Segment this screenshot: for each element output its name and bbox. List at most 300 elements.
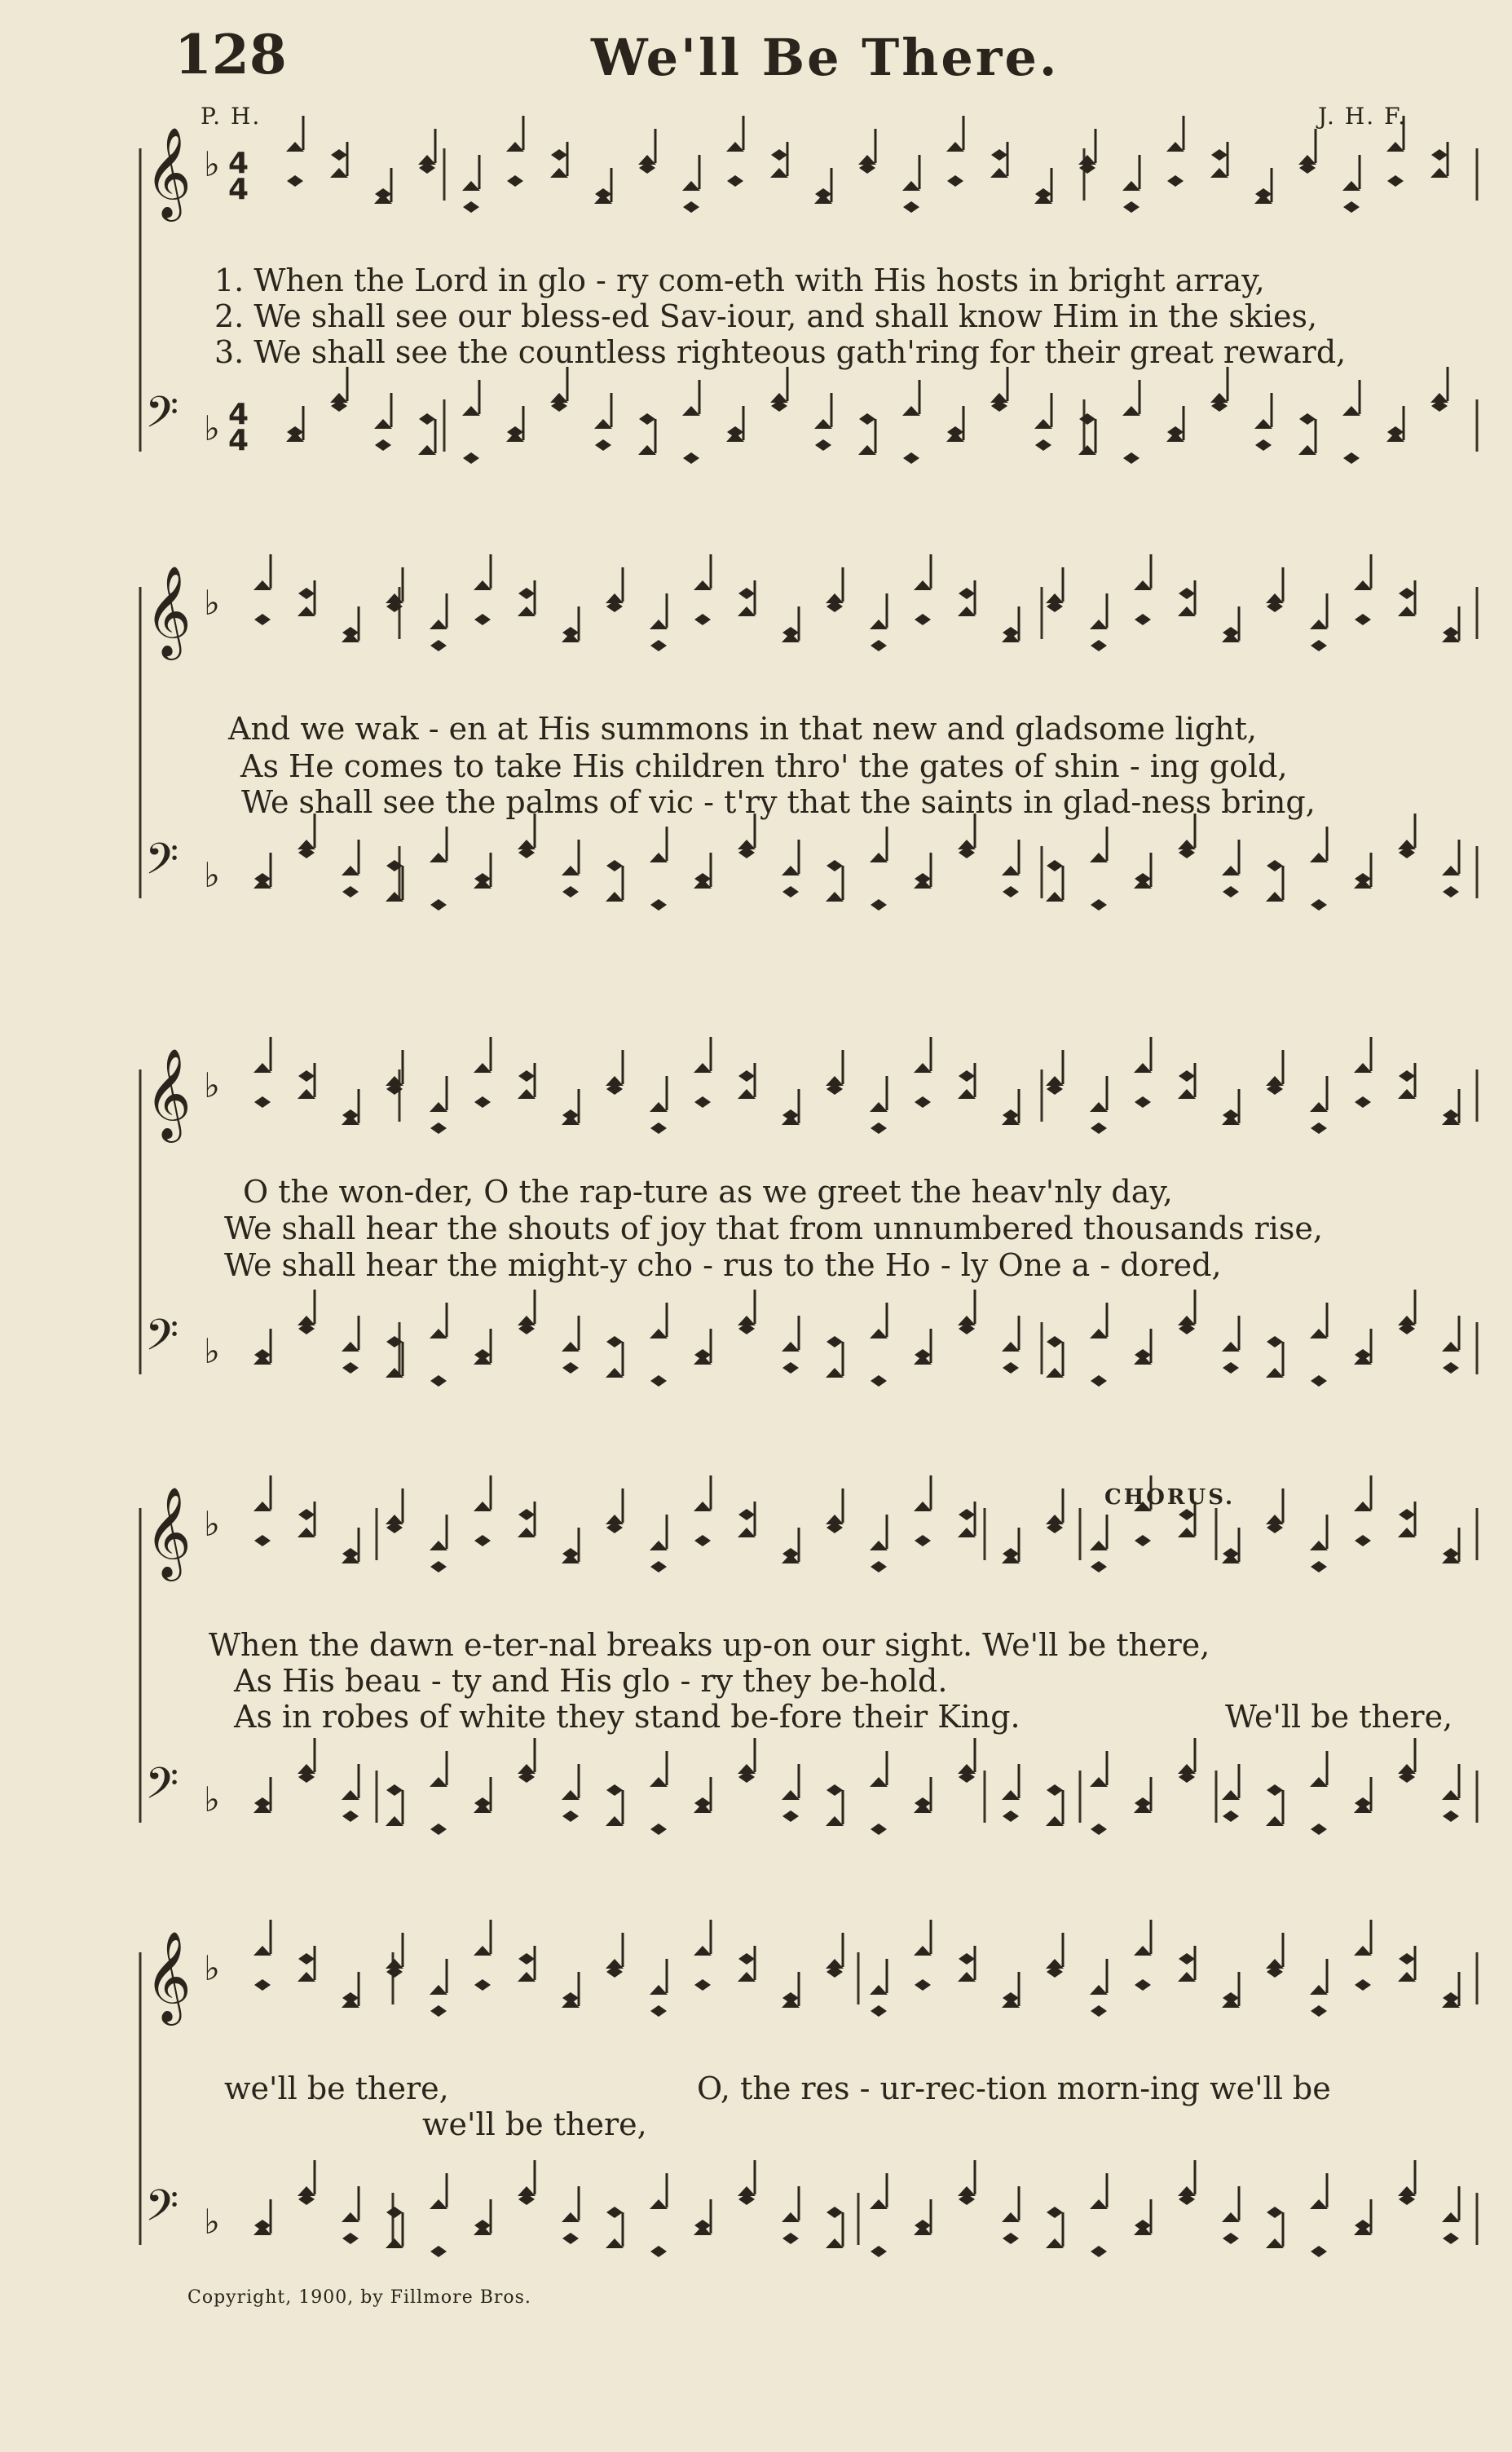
key-signature-flat: ♭ [204,1779,220,1819]
note-head [1134,580,1152,590]
note-head [606,860,623,871]
note-head [375,439,391,451]
note-head [1355,2220,1371,2231]
note-head [694,1096,711,1108]
note-head [1222,1342,1240,1352]
treble-clef: 𝄞 [145,1047,192,1139]
note-head [419,413,435,425]
note-head [1267,1336,1283,1347]
note-head [1310,2199,1328,2209]
note-head [1442,1342,1460,1352]
note-head [650,2199,668,2209]
note-head [726,142,744,152]
note-head [870,1329,888,1338]
note-head [915,1979,931,1991]
note-head [870,1985,888,1995]
note-head [1355,1349,1371,1361]
note-head [959,1953,975,1965]
note-head [562,886,579,897]
note-head [727,426,743,438]
note-head [1035,439,1051,451]
note-head [1354,1063,1372,1073]
note-head [374,419,392,429]
note-head [650,620,668,629]
note-head [386,1816,403,1826]
note-head [1135,1797,1151,1809]
note-head [1135,873,1151,884]
time-signature-bottom: 4 [228,424,249,457]
lyric-s5-b: O, the res - ur-rec-tion morn-ing we'll be [697,2071,1331,2106]
note-head [1090,1329,1108,1338]
note-head [1091,2005,1107,2017]
note-head [254,873,271,884]
bass-clef: 𝄢 [145,1311,179,1371]
note-head [914,1063,932,1073]
note-head [1266,1368,1284,1378]
note-head [1091,899,1107,911]
note-head [1311,1375,1327,1387]
note-head [1091,1375,1107,1387]
note-head [682,181,700,191]
note-head [375,188,391,200]
note-head [1003,886,1019,897]
note-head [342,866,359,875]
note-head [870,620,888,629]
note-head [430,1375,447,1387]
note-head [1091,1824,1107,1835]
note-head [1223,1992,1239,2004]
note-head [1223,627,1239,638]
note-head [298,1528,315,1537]
note-head [430,640,447,651]
note-head [507,175,523,187]
note-head [506,142,524,152]
note-head [1179,588,1195,599]
note-head [782,886,799,897]
note-head [947,426,963,438]
note-head [1090,1541,1108,1550]
music-credit: J. H. F. [1318,103,1408,130]
note-head [331,149,347,161]
note-head [298,1070,315,1082]
note-head [1254,419,1272,429]
note-head [958,1972,976,1982]
treble-clef: 𝄞 [145,565,192,656]
note-head [683,201,699,213]
note-head [902,181,920,191]
time-signature-top: 4 [228,147,249,180]
note-head [650,1122,667,1134]
note-head [562,1362,579,1374]
note-head [815,439,831,451]
note-head [682,406,700,416]
note-head [650,2246,667,2257]
note-head [727,175,743,187]
note-head [1442,866,1460,875]
note-head [1135,614,1151,625]
note-head [562,866,580,875]
note-head [1267,2207,1283,2218]
note-head [430,1824,447,1835]
note-head [959,588,975,599]
note-head [1179,1953,1195,1965]
lyric-s4-v3: As in robes of white they stand be-fore their King. [234,1699,1020,1735]
note-head [827,1336,843,1347]
note-head [1354,580,1372,590]
note-head [462,406,480,416]
note-head [650,1561,667,1572]
note-head [254,1096,271,1108]
note-head [1046,1816,1064,1826]
note-head [1122,181,1140,191]
note-head [1123,452,1140,464]
note-head [1223,2233,1239,2244]
time-signature-top: 4 [228,398,249,431]
note-head [1399,1070,1415,1082]
note-head [474,1535,491,1546]
key-signature-flat: ♭ [204,408,220,448]
note-head [1079,413,1095,425]
note-head [958,606,976,616]
note-head [738,1509,755,1520]
note-head [462,181,480,191]
note-head [958,1089,976,1099]
note-head [1443,1548,1459,1559]
note-head [1134,1063,1152,1073]
key-signature-flat: ♭ [204,1065,220,1105]
note-head [1046,1368,1064,1378]
lyric-s2-v2: As He comes to take His children thro' the gates of shin - ing gold, [240,748,1288,784]
note-head [827,1784,843,1796]
lyric-s3-v1: O the won-der, O the rap-ture as we greet the heav'nly day, [243,1174,1173,1210]
note-head [694,1979,711,1991]
treble-clef: 𝄞 [145,1930,192,2022]
note-head [1222,866,1240,875]
note-head [518,1509,535,1520]
note-head [990,168,1008,178]
note-head [430,1777,447,1787]
note-head [782,627,799,638]
note-head [1355,1535,1371,1546]
lyric-s4-v1: When the dawn e-ter-nal breaks up-on our sight. We'll be there, [209,1627,1210,1663]
note-head [1222,2212,1240,2222]
note-head [694,2220,711,2231]
note-head [474,1979,491,1991]
note-head [430,1985,447,1995]
note-head [1166,142,1184,152]
note-head [1047,860,1063,871]
note-head [1310,1329,1328,1338]
key-signature-flat: ♭ [204,855,220,895]
note-head [1003,1362,1019,1374]
note-head [738,1070,755,1082]
note-head [386,2238,403,2248]
note-head [870,1541,888,1550]
note-head [287,175,303,187]
note-head [1047,1784,1063,1796]
note-head [871,899,887,911]
note-head [474,1946,492,1956]
note-head [650,1375,667,1387]
note-head [1355,873,1371,884]
note-head [1443,1362,1459,1374]
note-head [474,1797,491,1809]
hymn-title: We'll Be There. [591,28,1060,87]
note-head [1002,866,1020,875]
note-head [287,426,303,438]
note-head [474,873,491,884]
note-head [562,1342,580,1352]
note-head [1223,1810,1239,1822]
note-head [474,1063,492,1073]
note-head [650,1102,668,1112]
note-head [342,1810,359,1822]
note-head [474,2220,491,2231]
note-head [694,1797,711,1809]
note-head [694,1349,711,1361]
bass-clef: 𝄢 [145,1759,179,1819]
key-signature-flat: ♭ [204,1504,220,1544]
note-head [386,2207,403,2218]
note-head [1003,2233,1019,2244]
lyric-s5-a: we'll be there, [224,2071,449,2106]
note-head [914,580,932,590]
note-head [638,445,656,455]
lyric-s4-bass: We'll be there, [1225,1699,1453,1735]
words-credit: P. H. [201,103,262,130]
note-head [694,580,712,590]
note-head [914,1946,932,1956]
note-head [518,606,536,616]
note-head [518,1972,536,1982]
key-signature-flat: ♭ [204,1331,220,1371]
note-head [738,606,756,616]
note-head [827,2207,843,2218]
note-head [1047,1336,1063,1347]
note-head [1443,1810,1459,1822]
bass-clef: 𝄢 [145,835,179,895]
note-head [1178,1528,1196,1537]
note-head [782,1790,800,1800]
note-head [1399,588,1415,599]
note-head [562,1790,580,1800]
bass-clef: 𝄢 [145,388,179,448]
note-head [1430,168,1448,178]
note-head [298,1972,315,1982]
note-head [738,588,755,599]
note-head [1223,1109,1239,1121]
note-head [474,1349,491,1361]
note-head [1267,860,1283,871]
note-head [694,614,711,625]
note-head [254,1979,271,1991]
note-head [1135,1096,1151,1108]
page-number: 128 [174,23,287,86]
note-head [1431,149,1448,161]
note-head [1310,1777,1328,1787]
note-head [1091,640,1107,651]
note-head [770,168,788,178]
note-head [1090,1985,1108,1995]
note-head [827,860,843,871]
note-head [1311,1824,1327,1835]
note-head [430,1541,447,1550]
key-signature-flat: ♭ [204,2202,220,2242]
note-head [650,2005,667,2017]
note-head [463,452,479,464]
note-head [1355,1096,1371,1108]
note-head [782,1810,799,1822]
note-head [1090,2199,1108,2209]
note-head [694,873,711,884]
note-head [1003,1548,1019,1559]
note-head [253,580,271,590]
note-head [1443,886,1459,897]
note-head [650,1777,668,1787]
note-head [915,1096,931,1108]
note-head [342,1548,359,1559]
note-head [1211,149,1228,161]
note-head [606,2238,624,2248]
note-head [1355,1979,1371,1991]
note-head [826,2238,844,2248]
note-head [814,419,832,429]
note-head [1267,1784,1283,1796]
note-head [771,149,787,161]
note-head [1222,1790,1240,1800]
note-head [815,188,831,200]
note-head [1090,1102,1108,1112]
note-head [871,1561,887,1572]
note-head [870,853,888,862]
note-head [342,1109,359,1121]
note-head [1311,2246,1327,2257]
note-head [782,1992,799,2004]
note-head [430,2005,447,2017]
note-head [871,640,887,651]
note-head [518,1089,536,1099]
note-head [562,1810,579,1822]
note-head [915,614,931,625]
note-head [1091,2246,1107,2257]
note-head [903,452,919,464]
lyric-s2-v1: And we wak - en at His summons in that new and gladsome light, [228,711,1257,747]
lyric-s1-v3: 3. We shall see the countless righteous gath'ring for their great reward, [214,334,1347,370]
lyric-s3-v2: We shall hear the shouts of joy that from unnumbered thousands rise, [224,1211,1323,1246]
note-head [1386,142,1404,152]
note-head [782,866,800,875]
note-head [1399,1509,1415,1520]
note-head [518,1070,535,1082]
note-head [518,1953,535,1965]
note-head [870,1777,888,1787]
bass-clef: 𝄢 [145,2181,179,2242]
lyric-s3-v3: We shall hear the might-y cho - rus to the Ho - ly One a - dored, [224,1247,1222,1283]
note-head [298,606,315,616]
time-signature-bottom: 4 [228,173,249,206]
note-head [253,1063,271,1073]
note-head [254,1349,271,1361]
note-head [1091,1122,1107,1134]
note-head [1223,1362,1239,1374]
note-head [430,620,447,629]
lyric-s4-v2: As His beau - ty and His glo - ry they be-hold. [234,1663,948,1699]
note-head [342,1362,359,1374]
note-head [298,1509,315,1520]
note-head [342,2233,359,2244]
note-head [1298,445,1316,455]
note-head [1167,175,1184,187]
note-head [782,1362,799,1374]
note-head [946,142,964,152]
note-head [1311,1122,1327,1134]
note-head [562,1548,579,1559]
note-head [782,2233,799,2244]
note-head [474,614,491,625]
note-head [694,1946,712,1956]
lyric-s2-v3: We shall see the palms of vic - t'ry that the saints in glad-ness bring, [241,784,1316,820]
note-head [1442,2212,1460,2222]
note-head [342,1342,359,1352]
note-head [286,142,304,152]
note-head [870,2199,888,2209]
note-head [1167,426,1184,438]
note-head [1387,426,1404,438]
note-head [1123,201,1140,213]
note-head [1178,606,1196,616]
note-head [1310,1541,1328,1550]
note-head [991,149,1007,161]
note-head [1310,853,1328,862]
note-head [1090,853,1108,862]
note-head [639,413,655,425]
note-head [606,1368,624,1378]
note-head [253,1946,271,1956]
note-head [1223,886,1239,897]
note-head [298,1089,315,1099]
note-head [562,2212,580,2222]
note-head [1354,1502,1372,1511]
note-head [1135,1979,1151,1991]
note-head [1046,2238,1064,2248]
note-head [1178,1089,1196,1099]
copyright-notice: Copyright, 1900, by Fillmore Bros. [187,2287,531,2308]
note-head [1443,2233,1459,2244]
note-head [430,1329,447,1338]
chorus-label: CHORUS. [1104,1485,1236,1510]
note-head [253,1502,271,1511]
note-head [430,2199,447,2209]
note-head [871,2005,887,2017]
note-head [1442,1790,1460,1800]
note-head [1355,1797,1371,1809]
note-head [1399,1953,1415,1965]
note-head [594,419,612,429]
note-head [1210,168,1228,178]
note-head [915,873,931,884]
note-head [298,1953,315,1965]
note-head [474,1096,491,1108]
note-head [562,1109,579,1121]
note-head [606,1816,624,1826]
note-head [871,1375,887,1387]
note-head [738,1089,756,1099]
note-head [330,168,348,178]
note-head [463,201,479,213]
note-head [1342,406,1360,416]
note-head [1003,1109,1019,1121]
note-head [903,201,919,213]
